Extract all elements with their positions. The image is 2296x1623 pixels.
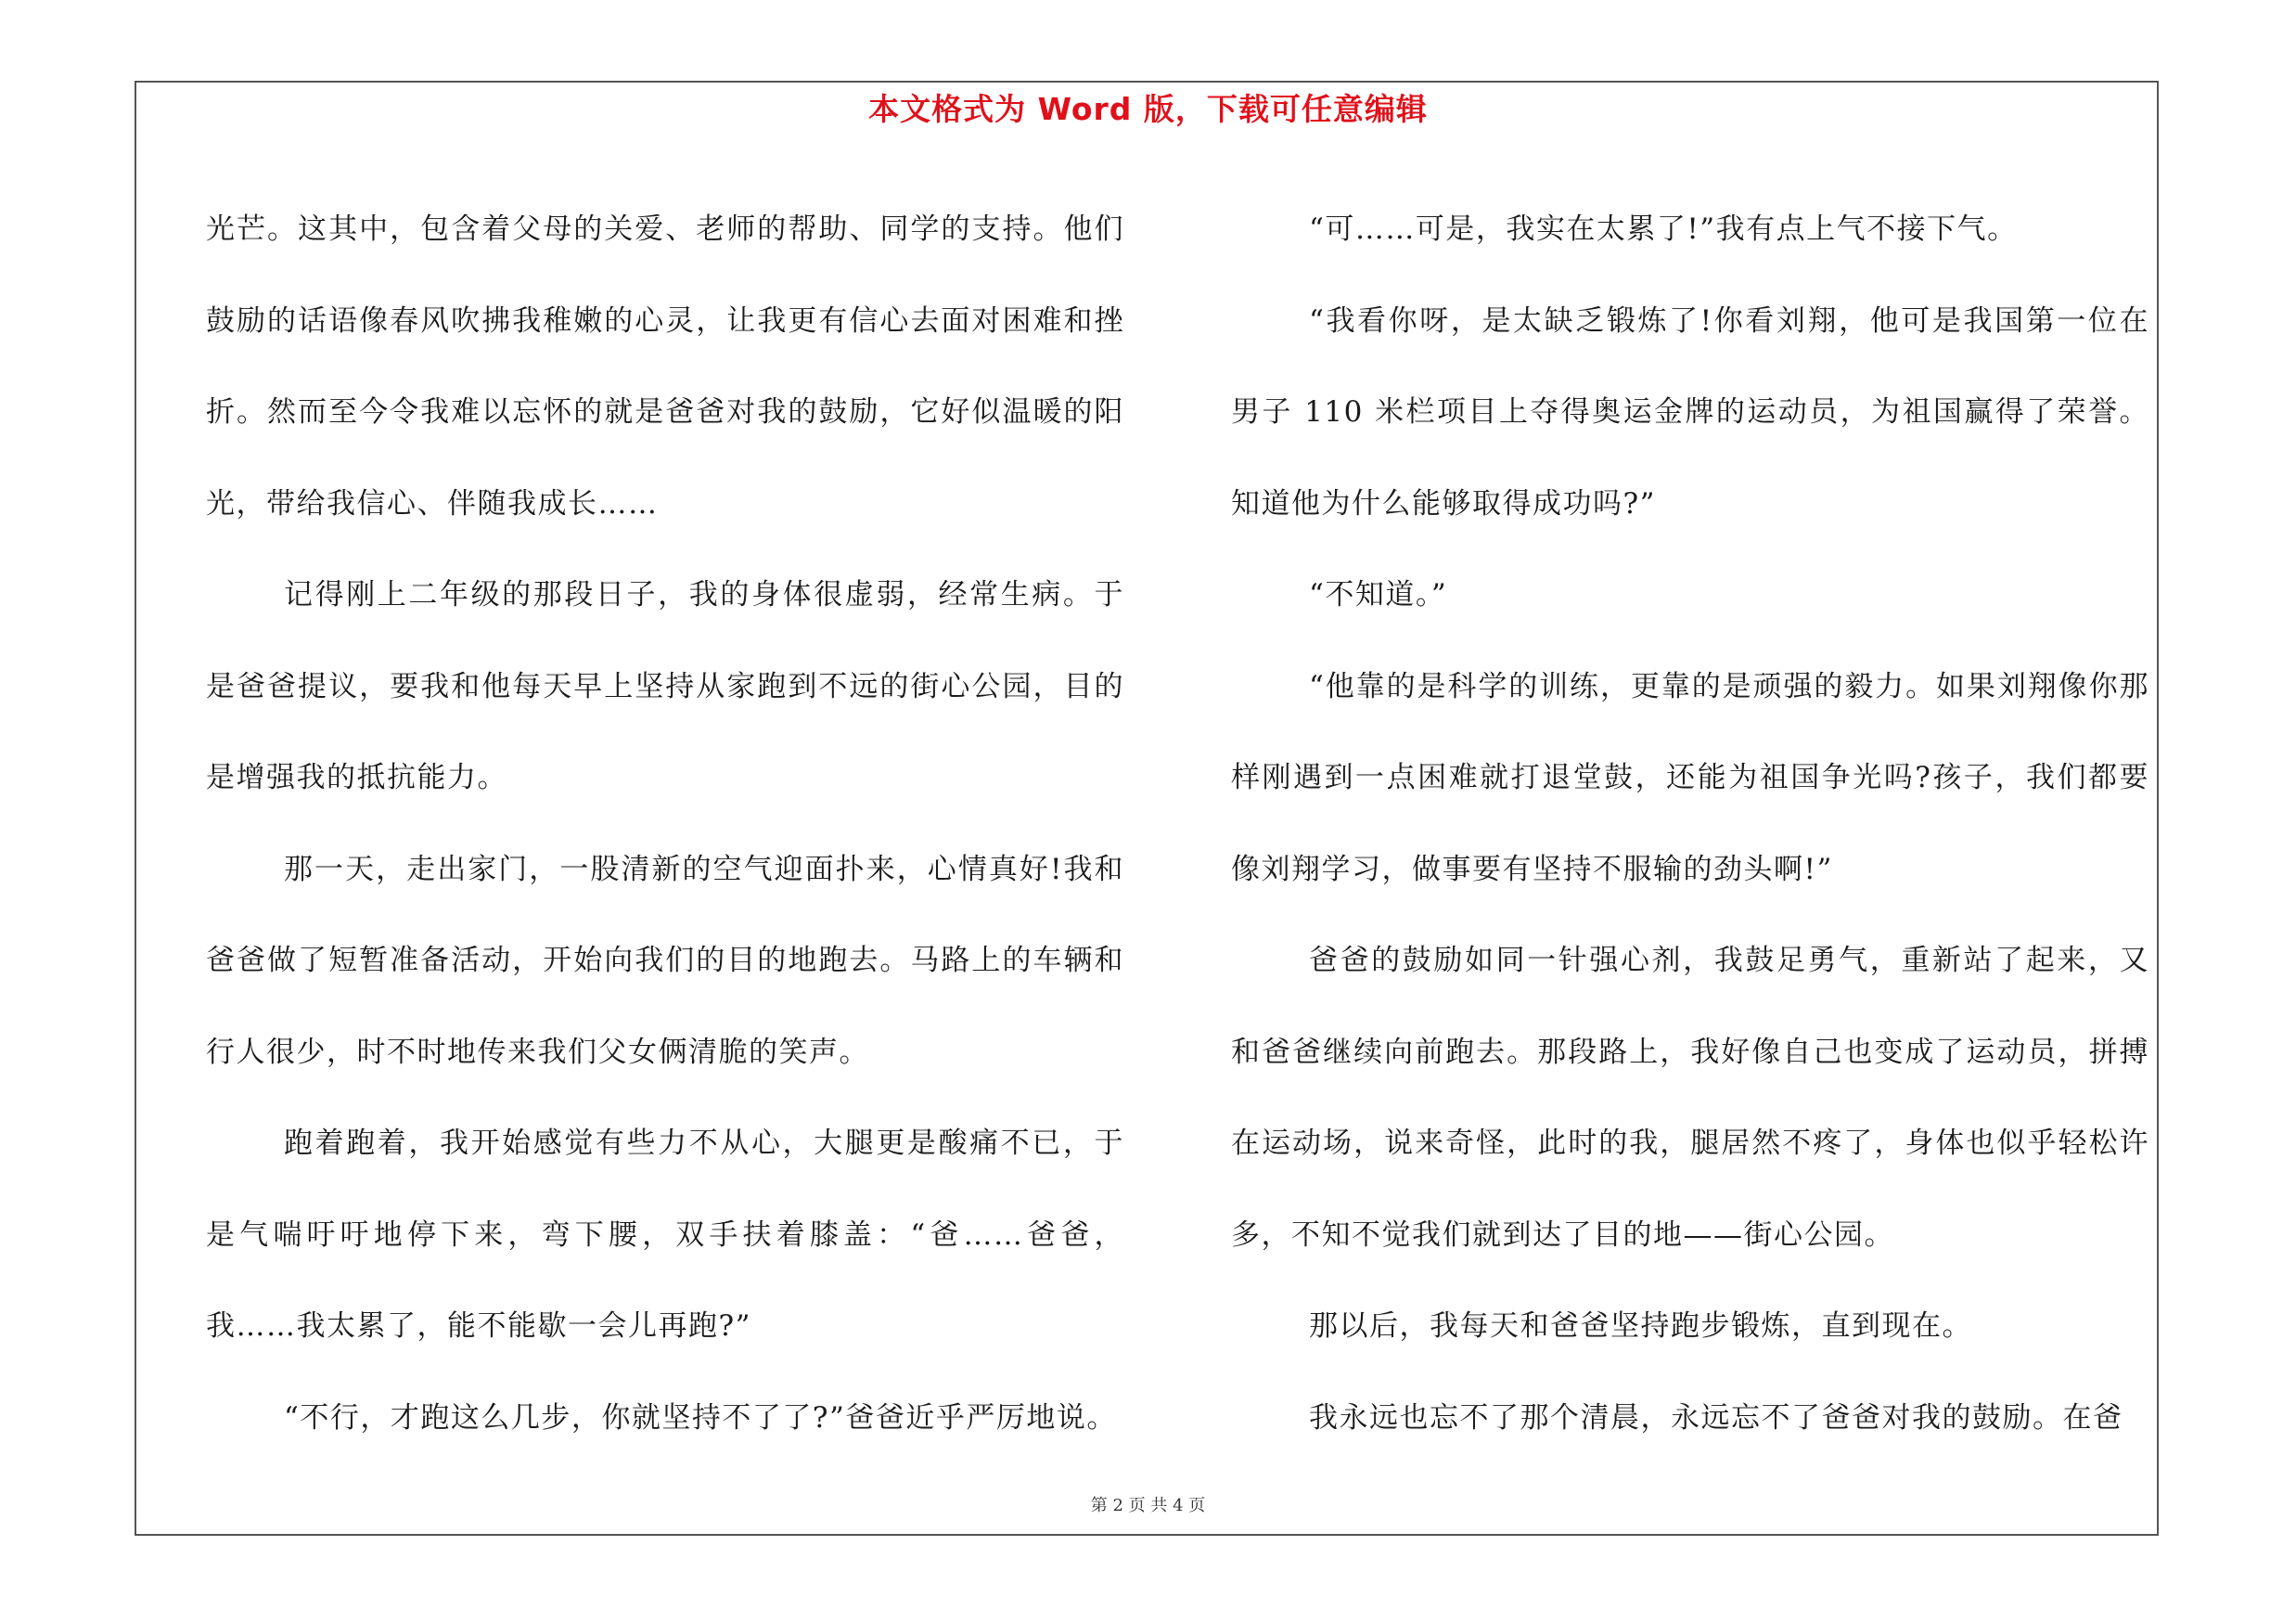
paragraph: 记得刚上二年级的那段日子，我的身体很虚弱，经常生病。于是爸爸提议，要我和他每天早上坚持从家跑到不远的街心公园，目的是增强我的抵抗能力。 bbox=[206, 578, 1124, 794]
page-number-footer: 第 2 页 共 4 页 bbox=[1090, 1496, 1206, 1515]
paragraph: “不知道。” bbox=[1309, 578, 1448, 612]
right-column bbox=[1231, 184, 2149, 1463]
paragraph: 我永远也忘不了那个清晨，永远忘不了爸爸对我的鼓励。在爸 bbox=[1309, 1400, 2123, 1435]
paragraph: 爸爸的鼓励如同一针强心剂，我鼓足勇气，重新站了起来，又和爸爸继续向前跑去。那段路上，我好像自己也变成了运动员，拼搏在运动场，说来奇怪，此时的我，腿居然不疼了，身体也似乎轻松许多，不知不觉我们就到达了目的地——街心公园。 bbox=[1231, 944, 2149, 1252]
paragraph: 那以后，我每天和爸爸坚持跑步锻炼，直到现在。 bbox=[1309, 1309, 1972, 1343]
paragraph: “可……可是，我实在太累了!”我有点上气不接下气。 bbox=[1309, 213, 2018, 246]
paragraph: “不行，才跑这么几步，你就坚持不了了?”爸爸近乎严厉地说。 bbox=[284, 1400, 1117, 1435]
paragraph: 跑着跑着，我开始感觉有些力不从心，大腿更是酸痛不已，于是气喘吁吁地停下来，弯下腰，双手扶着膝盖：“爸……爸爸，我……我太累了，能不能歇一会儿再跑?” bbox=[206, 1127, 1124, 1343]
left-column bbox=[206, 184, 1124, 1463]
header-banner: 本文格式为 Word 版，下载可任意编辑 bbox=[868, 91, 1428, 127]
paragraph: 光芒。这其中，包含着父母的关爱、老师的帮助、同学的支持。他们鼓励的话语像春风吹拂我稚嫩的心灵，让我更有信心去面对困难和挫折。然而至今令我难以忘怀的就是爸爸对我的鼓励，它好似温暖的阳光，带给我信心、伴随我成长…… bbox=[206, 213, 1124, 521]
paragraph: “我看你呀，是太缺乏锻炼了!你看刘翔，他可是我国第一位在男子 110 米栏项目上夺得奥运金牌的运动员，为祖国赢得了荣誉。知道他为什么能够取得成功吗?” bbox=[1231, 303, 2149, 521]
paragraph: 那一天，走出家门，一股清新的空气迎面扑来，心情真好!我和爸爸做了短暂准备活动，开始向我们的目的地跑去。马路上的车辆和行人很少，时不时地传来我们父女俩清脆的笑声。 bbox=[206, 852, 1124, 1069]
paragraph: “他靠的是科学的训练，更靠的是顽强的毅力。如果刘翔像你那样刚遇到一点困难就打退堂鼓，还能为祖国争光吗?孩子，我们都要像刘翔学习，做事要有坚持不服输的劲头啊!” bbox=[1231, 669, 2149, 886]
